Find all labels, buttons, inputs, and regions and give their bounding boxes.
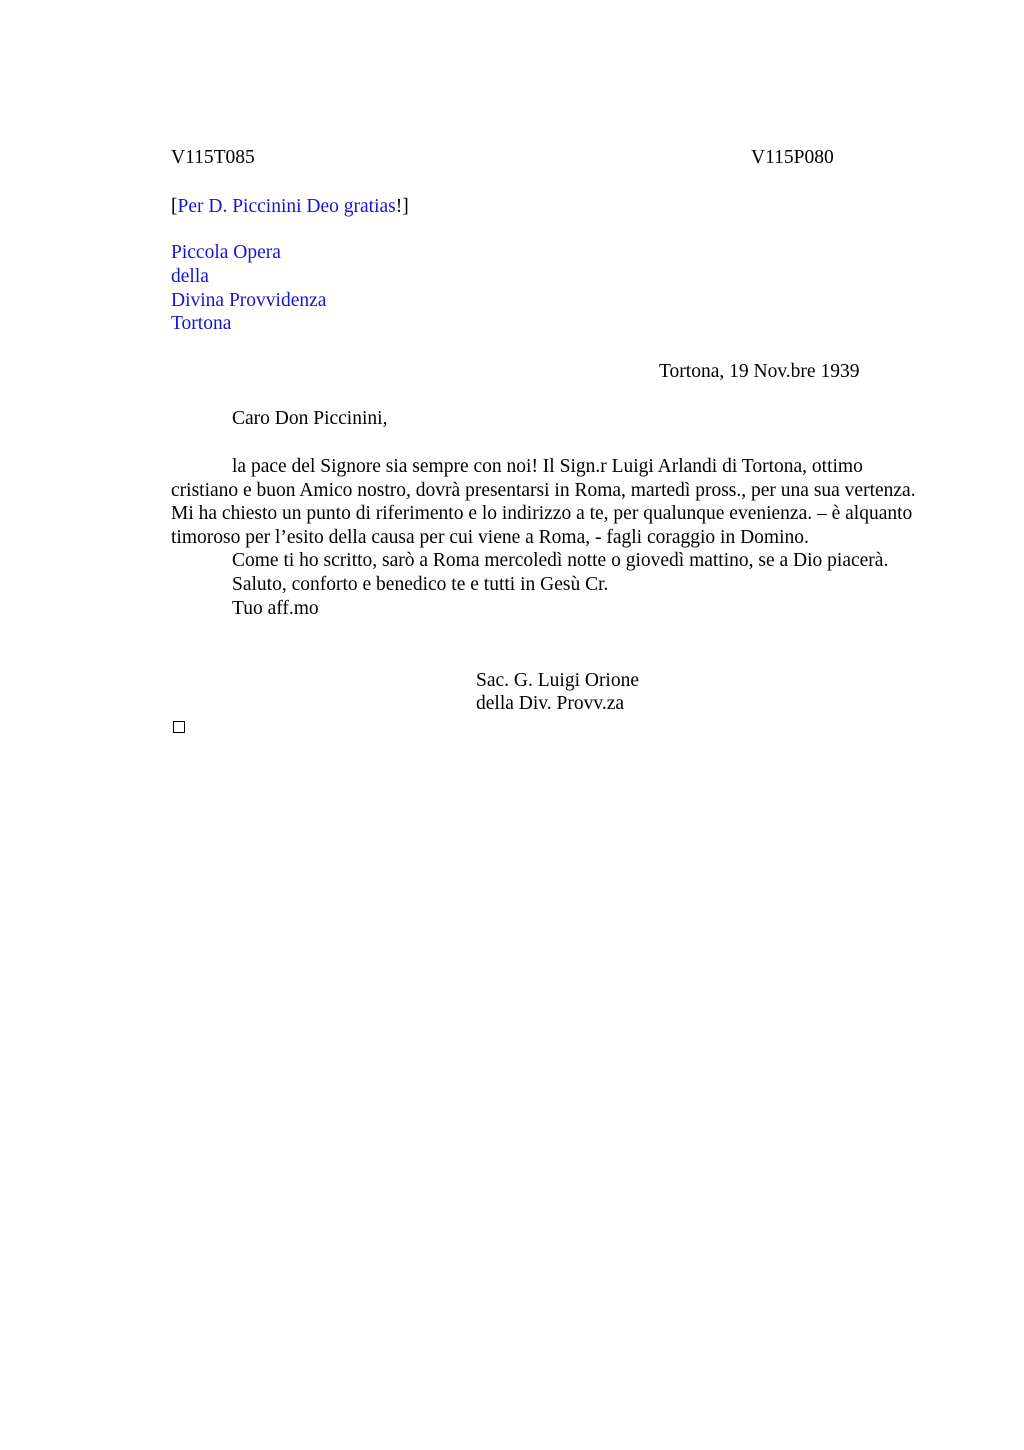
body-paragraph-1: la pace del Signore sia sempre con noi! Il Sign.r Luigi Arlandi di Tortona, ottimo cristiano e buon Amico nostro, dovrà presentarsi in Roma, martedì pross., per una sua vertenza. Mi ha chiesto un punto di riferimento e lo indirizzo a te, per qualunque evenienza. – è alquanto timoroso per l’esito della causa per cui viene a Roma, - fagli coraggio in Domino. [171,456,916,548]
document-code-left: V115T085 [171,147,255,168]
document-code-right: V115P080 [751,147,834,168]
letterhead-line-2: della [171,266,209,287]
signature-line-1: Sac. G. Luigi Orione [476,670,640,691]
annotation-open-bracket: [ [171,196,178,217]
body-paragraph-2: Come ti ho scritto, sarò a Roma mercoledì notte o giovedì mattino, se a Dio piacerà. [232,550,889,572]
annotation-text: Per D. Piccinini Deo gratias [177,196,396,217]
body-paragraph-3: Saluto, conforto e benedico te e tutti in Gesù Cr. [232,573,609,595]
annotation [171,195,409,219]
letterhead-line-4: Tortona [171,313,232,334]
salutation: Caro Don Piccinini, [232,408,388,429]
letterhead-line-3: Divina Provvidenza [171,290,327,311]
closing: Tuo aff.mo [232,597,319,619]
letter-date: Tortona, 19 Nov.bre 1939 [659,361,860,382]
signature-line-2: della Div. Provv.za [476,693,625,714]
checkbox-icon [173,721,185,733]
letter-body [171,455,931,620]
letterhead-line-1: Piccola Opera [171,242,281,263]
annotation-close: !] [395,196,409,217]
